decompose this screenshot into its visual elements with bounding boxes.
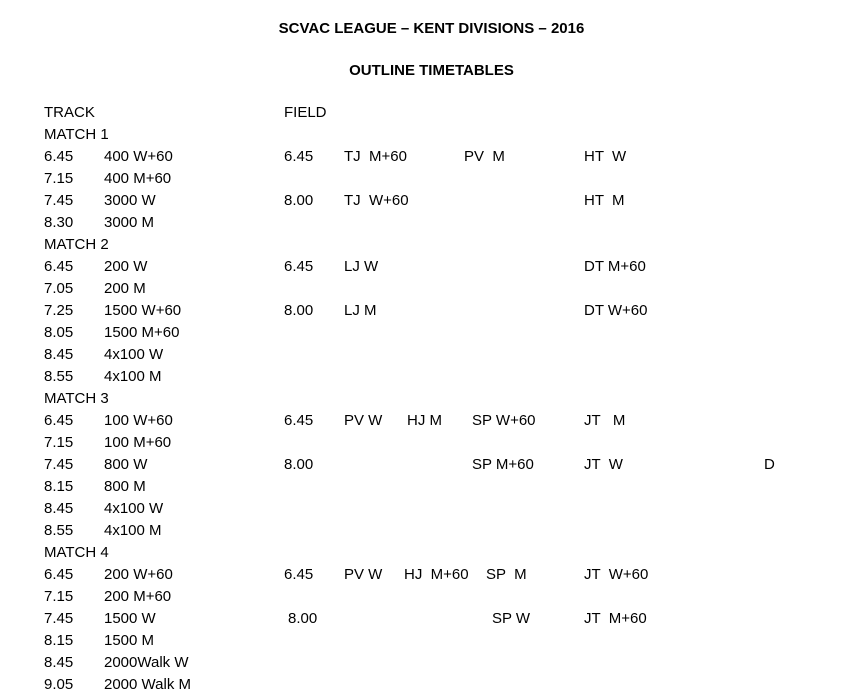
field-event: DT M+60	[584, 258, 646, 275]
field-event: PV W	[344, 412, 383, 429]
document-subtitle: OUTLINE TIMETABLES	[349, 62, 514, 79]
field-time: 8.00	[284, 456, 314, 473]
track-time: 6.45	[44, 566, 74, 583]
track-event: 2000 Walk M	[104, 676, 191, 693]
field-event: PV M	[464, 148, 505, 165]
match-label: MATCH 1	[44, 126, 109, 143]
track-time: 8.45	[44, 654, 74, 671]
field-time: 6.45	[284, 148, 314, 165]
field-event: JT W	[584, 456, 623, 473]
field-event: D	[764, 456, 775, 473]
field-event: HT W	[584, 148, 627, 165]
track-time: 7.15	[44, 434, 74, 451]
field-event: DT W+60	[584, 302, 648, 319]
track-event: 200 W	[104, 258, 148, 275]
track-event: 1500 M	[104, 632, 155, 649]
track-time: 8.05	[44, 324, 74, 341]
track-time: 8.45	[44, 346, 74, 363]
field-event: SP M+60	[472, 456, 534, 473]
field-time: 8.00	[288, 610, 318, 627]
track-event: 400 M+60	[104, 170, 172, 187]
track-event: 100 W+60	[104, 412, 173, 429]
track-event: 4x100 M	[104, 368, 162, 385]
track-event: 800 W	[104, 456, 148, 473]
field-time: 8.00	[284, 302, 314, 319]
field-event: HT M	[584, 192, 625, 209]
field-event: JT W+60	[584, 566, 649, 583]
field-time: 6.45	[284, 566, 314, 583]
track-event: 1500 M+60	[104, 324, 180, 341]
track-event: 3000 W	[104, 192, 156, 209]
track-time: 8.45	[44, 500, 74, 517]
track-event: 200 M	[104, 280, 146, 297]
track-time: 8.30	[44, 214, 74, 231]
track-time: 7.25	[44, 302, 74, 319]
track-time: 6.45	[44, 258, 74, 275]
document-title: SCVAC LEAGUE – KENT DIVISIONS – 2016	[278, 20, 585, 37]
track-header: TRACK	[44, 104, 95, 121]
track-time: 8.15	[44, 632, 74, 649]
field-time: 6.45	[284, 258, 314, 275]
field-event: JT M	[584, 412, 626, 429]
track-time: 6.45	[44, 412, 74, 429]
track-event: 4x100 W	[104, 346, 164, 363]
field-event: TJ W+60	[344, 192, 409, 209]
field-event: HJ M	[407, 412, 442, 429]
track-event: 400 W+60	[104, 148, 173, 165]
track-event: 100 M+60	[104, 434, 172, 451]
track-time: 7.15	[44, 170, 74, 187]
track-event: 800 M	[104, 478, 146, 495]
track-time: 7.45	[44, 456, 74, 473]
track-event: 3000 M	[104, 214, 155, 231]
track-time: 7.45	[44, 192, 74, 209]
track-time: 8.55	[44, 368, 74, 385]
field-time: 8.00	[284, 192, 314, 209]
track-time: 8.15	[44, 478, 74, 495]
track-time: 7.05	[44, 280, 74, 297]
match-label: MATCH 3	[44, 390, 109, 407]
match-label: MATCH 4	[44, 544, 109, 561]
track-time: 7.15	[44, 588, 74, 605]
track-event: 4x100 W	[104, 500, 164, 517]
field-event: LJ M	[344, 302, 377, 319]
field-header: FIELD	[284, 104, 327, 121]
track-event: 200 W+60	[104, 566, 173, 583]
track-time: 7.45	[44, 610, 74, 627]
field-event: SP M	[486, 566, 527, 583]
field-event: PV W	[344, 566, 383, 583]
track-event: 1500 W	[104, 610, 156, 627]
field-event: HJ M+60	[404, 566, 469, 583]
track-time: 6.45	[44, 148, 74, 165]
field-event: SP W+60	[472, 412, 536, 429]
track-time: 8.55	[44, 522, 74, 539]
match-label: MATCH 2	[44, 236, 109, 253]
field-event: LJ W	[344, 258, 379, 275]
track-event: 1500 W+60	[104, 302, 182, 319]
track-event: 200 M+60	[104, 588, 172, 605]
field-time: 6.45	[284, 412, 314, 429]
track-event: 4x100 M	[104, 522, 162, 539]
field-event: JT M+60	[584, 610, 647, 627]
track-time: 9.05	[44, 676, 74, 693]
field-event: SP W	[492, 610, 531, 627]
field-event: TJ M+60	[344, 148, 407, 165]
track-event: 2000Walk W	[104, 654, 189, 671]
